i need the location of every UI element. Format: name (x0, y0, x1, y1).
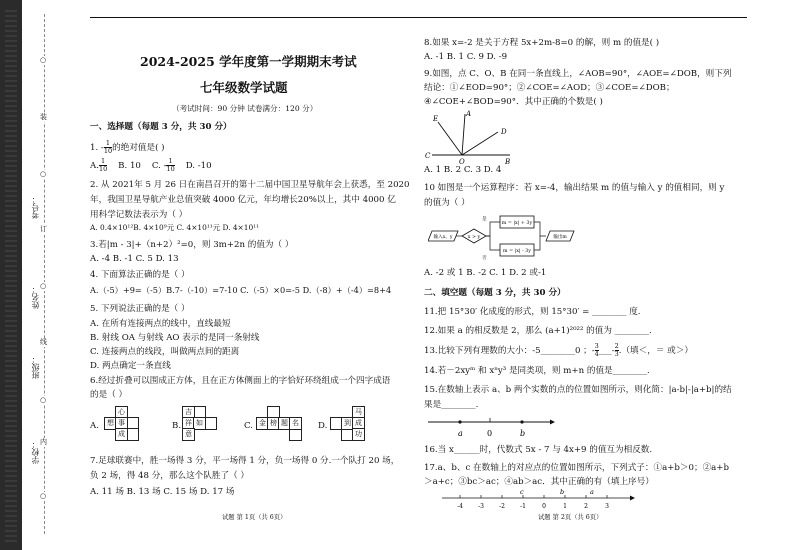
q2-line1: 2. 从 2021年 5 月 26 日在南昌召开的第十二届中国卫星导航年会上获悉，至 2020 (90, 180, 410, 190)
q6-net-cell: 功 (352, 428, 365, 441)
seal-char: ○ (40, 170, 47, 178)
q6-label-a: A. (90, 421, 99, 431)
right-footer: 试题 第 2页（共 6页） (538, 514, 603, 521)
q9-point-b: B (505, 158, 511, 166)
q1-stem: 1. - $\frac{1}{10}$ 的绝对值是( ) (90, 139, 165, 155)
q2-line3: 用科学记数法表示为（ ） (90, 210, 188, 220)
q9-point-a: A (466, 110, 472, 118)
q10-output: 输出m (553, 235, 567, 240)
q10-condition: x > y (467, 235, 481, 240)
q6-net-cell: 事 (115, 417, 128, 430)
q6-net-cell: 题 (278, 417, 291, 430)
seal-char: 内 (40, 438, 47, 446)
q10-line2: 的值为（ ） (424, 198, 470, 208)
seal-char: 订 (40, 225, 47, 233)
q2-options: A. 0.4×10¹²B. 4×10⁹元 C. 4×10¹¹元 D. 4×10¹¹ (90, 223, 260, 232)
q15-line1: 15.在数轴上表示 a、b 两个实数的点的位置如图所示，则化简：|a-b|-|a+b|的结 (424, 385, 732, 395)
q7-line2: 负 2 场，得 48 分，那么这个队胜了（ ） (90, 471, 249, 481)
q17-tick-label: -3 (478, 503, 484, 510)
q9-point-e: E (433, 115, 439, 123)
binding-hatch (5, 8, 17, 542)
q10-line1: 10 如图是一个运算程序：若 x=-4，输出结果 m 的值与输入 y 的值相同，则 y (424, 183, 725, 193)
q5-option-a: A. 在所有连接两点的线中，直线最短 (90, 319, 231, 329)
q9-line1: 9.如图，点 C、O、B 在同一条直线上，∠AOB=90°，∠AOE=∠DOB，则下列 (424, 69, 732, 79)
section-choice: 一、选择题（每题 3 分，共 30 分） (90, 122, 232, 132)
q5-stem: 5. 下列说法正确的是（ ） (90, 304, 190, 314)
q6-net-cell: 榜 (267, 417, 280, 430)
q6-label-d: D. (318, 421, 328, 431)
exam-title: 2024-2025 学年度第一学期期末考试 (140, 54, 357, 69)
q7-options: A. 11 场 B. 13 场 C. 15 场 D. 17 场 (90, 487, 235, 497)
q2-line2: 年，我国卫星导航产业总值突破 4000 亿元，年均增长20%以上，其中 4000 亿 (90, 195, 396, 205)
q10-bottom-box: m = |x| - 3y (503, 249, 531, 254)
q6-line1: 6.经过折叠可以围成正方体，且在正方体侧面上的字恰好环绕组成一个四字成语 (90, 376, 391, 386)
q9-line3: ④∠COE+∠BOD=90°．其中正确的个数是( ) (424, 97, 603, 107)
q17-tick-label: -1 (520, 503, 526, 510)
left-footer: 试题 第 1页（共 6页） (222, 514, 287, 521)
q8-options: A. -1 B. 1 C. 9 D. -9 (424, 52, 508, 62)
q6-net-cell: 成 (115, 428, 128, 441)
q6-label-b: B. (172, 421, 182, 431)
seal-char: ○ (40, 282, 47, 290)
q14: 14.若－2xyᵐ 和 xⁿy³ 是同类项，则 m+n 的值是________. (424, 366, 650, 376)
q17-tick-label: -4 (457, 503, 463, 510)
q17-line1: 17.a、b、c 在数轴上的对应点的位置如图所示，下列式子：①a+b＞0；②a+b (424, 463, 729, 473)
q15-label-b: b (520, 429, 526, 438)
q15-number-line (426, 412, 556, 440)
q8-stem: 8.如果 x=-2 是关于方程 5x+2m-8=0 的解，则 m 的值是( ) (424, 38, 660, 48)
seal-char: 装 (40, 113, 47, 121)
q6-net-cell: 心 (115, 406, 128, 419)
q17-tick-label: 2 (584, 503, 588, 510)
q10-yes: 是 (482, 217, 487, 222)
q15-label-zero: 0 (487, 429, 493, 438)
q9-point-c: C (425, 152, 431, 160)
top-rule (90, 17, 747, 18)
q1-options: A. $\frac{1}{10}$ B. 10 C. - $\frac{1}{10}$ D. -10 (90, 157, 212, 173)
q11: 11.把 15°30′ 化成度的形式，则 15°30′ = ________ 度. (424, 307, 641, 317)
q6-net-cell: 想 (104, 417, 117, 430)
q15-line2: 果是________. (424, 400, 479, 410)
q4-options: A.（-5）+9=（-5）B.7-（-10）=7-10 C.（-5）×0=-5 D.（-8）+（-4）=8+4 (90, 285, 392, 295)
q6-line2: 的是（ ） (90, 390, 128, 400)
side-label-class: 班级： (31, 355, 40, 379)
q12: 12.如果 a 的相反数是 2，那么 (a+1)²⁰²² 的值为 ________. (424, 326, 652, 336)
q15-point-b (520, 420, 523, 423)
q6-net-cell: 名 (289, 417, 302, 430)
q5-option-c: C. 连接两点的线段，叫做两点间的距离 (90, 347, 240, 357)
q6-net-cell: 祥 (182, 417, 195, 430)
q6-net-cell: 如 (193, 417, 206, 430)
q17-tick-label: -2 (499, 503, 505, 510)
q9-figure (424, 108, 520, 166)
q6-net-cell: 金 (256, 417, 269, 430)
q17-tick-label: 0 (542, 503, 546, 510)
exam-subtitle: 七年级数学试题 (200, 80, 288, 95)
q17-line2: ＞a+c；③bc＞ac；④ab＞ac．其中正确的有（填上序号） (424, 477, 654, 487)
q5-option-d: D. 两点确定一条直线 (90, 361, 171, 371)
seal-line (44, 14, 45, 534)
q10-flowchart (428, 210, 588, 264)
q17-point-a: a (590, 488, 594, 496)
q7-line1: 7.足球联赛中，胜一场得 3 分，平一场得 1 分，负一场得 0 分.一个队打 20 场， (90, 456, 400, 466)
q6-net-cell: 意 (182, 428, 195, 441)
q17-point-c: c (520, 488, 524, 496)
q4-stem: 4. 下面算法正确的是（ ） (90, 270, 190, 280)
q3-options: A. -4 B. -1 C. 5 D. 13 (90, 254, 179, 264)
q9-point-o: O (459, 158, 465, 166)
q17-point-b: b (560, 488, 565, 496)
exam-info: （考试时间：90 分钟 试卷满分：120 分） (172, 104, 318, 113)
q9-line2: 结论：①∠EOD=90°；②∠COE=∠AOD；③∠COE=∠DOB； (424, 83, 675, 93)
q13: 13.比较下列有理数的大小：-5________0 ；- $\frac{3}{4}$ ___- $\frac{2}{3}$ .（填＜，＝ 或＞） (424, 342, 693, 358)
side-label-school: 学校： (31, 440, 40, 464)
q6-label-c: C. (244, 421, 254, 431)
q9-point-d: D (501, 128, 507, 136)
q6-net-cell: 马 (352, 406, 365, 419)
q15-point-a (458, 420, 461, 423)
q17-tick-label: 1 (563, 503, 567, 510)
q5-option-b: B. 射线 OA 与射线 AO 表示的是同一条射线 (90, 333, 260, 343)
q17-number-line (440, 487, 640, 513)
q10-top-box: m = |x| + 3y (501, 221, 533, 226)
seal-char: ○ (40, 56, 47, 64)
q6-net-cell: 成 (352, 417, 365, 430)
q10-input: 输入x、y (433, 235, 453, 240)
q17-tick-label: 3 (605, 503, 609, 510)
q1-frac: $\frac{1}{10}$ (103, 139, 113, 155)
q10-options: A. -2 或 1 B. -2 C. 1 D. 2 或-1 (424, 268, 547, 278)
seal-char: 线 (40, 338, 47, 346)
q6-net-cell: 到 (341, 417, 354, 430)
q15-label-a: a (458, 429, 463, 438)
section-fill: 二、填空题（每题 3 分，共 30 分） (424, 288, 566, 298)
q16: 16.当 x______时，代数式 5x - 7 与 4x+9 的值互为相反数. (424, 445, 653, 455)
q3-stem: 3.若|m - 3|+（n+2）²=0，则 3m+2n 的值为（ ） (90, 240, 294, 250)
q10-no: 否 (482, 256, 487, 261)
seal-char: ○ (40, 396, 47, 404)
q9-options: A. 1 B. 2 C. 3 D. 4 (424, 165, 502, 175)
side-label-exam_no: 考号： (31, 195, 40, 219)
q6-net-cell: 吉 (182, 406, 195, 419)
side-label-name: 姓名： (31, 285, 40, 309)
seal-char: ○ (40, 492, 47, 500)
